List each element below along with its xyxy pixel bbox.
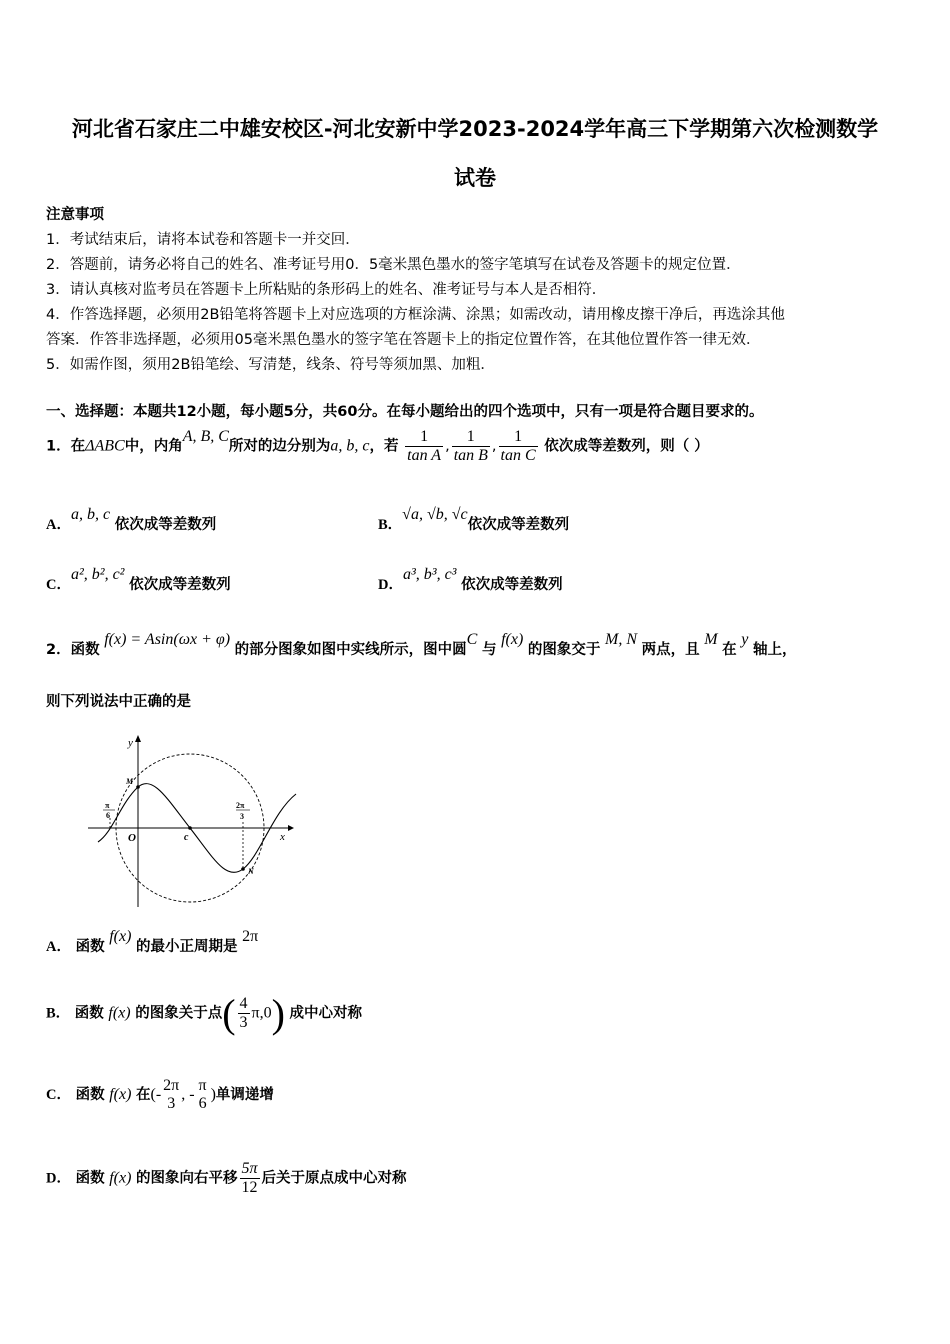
exam-title-line2: 试卷 — [454, 166, 496, 190]
note-item: 4．作答选择题，必须用2B铅笔将答题卡上对应选项的方框涂满、涂黑；如需改动，请用橡皮擦干净后，再选涂其他 — [46, 307, 785, 323]
q2-option-d: D． 函数 f(x) 的图象向右平移 $\frac{5\pi}{12}$ 后关于原点成中心对称 — [46, 1160, 407, 1196]
center-c-label: c — [184, 832, 189, 843]
right-paren: ) — [271, 991, 285, 1036]
notes-heading: 注意事项 — [46, 207, 104, 223]
q1-option-d: D．a³, b³, c³ 依次成等差数列 — [378, 566, 563, 593]
point-m-label: M — [126, 777, 134, 786]
note-item: 答案．作答非选择题，必须用05毫米黑色墨水的签字笔在答题卡上的指定位置作答，在其他位置作答一律无效． — [46, 332, 761, 348]
q2-option-c: C． 函数 f(x) 在(- 2π 3 , - π 6 )单调递增 — [46, 1077, 274, 1112]
question-2: 2．函数 f(x) = Asin(ωx + φ) 的部分图象如图中实线所示，图中圆C 与 f(x) 的图象交于 M, N 两点，且 M 在 y 轴上， — [46, 631, 797, 658]
left-tick-den: 6 — [106, 811, 110, 820]
point-n — [241, 867, 245, 871]
q2-option-a: A． 函数 f(x) 的最小正周期是 2π — [46, 928, 259, 955]
q1-option-b: B．√a, √b, √c依次成等差数列 — [378, 506, 570, 533]
x-axis-label: x — [280, 831, 285, 843]
point-c — [188, 826, 192, 830]
q1-option-c: C．a², b², c² 依次成等差数列 — [46, 566, 231, 593]
q2-option-b: B． 函数 f(x) 的图象关于点( $\frac{4}{3}$ π,0) 成中心对称 — [46, 991, 363, 1036]
note-item: 3．请认真核对监考员在答题卡上所粘贴的条形码上的姓名、准考证号与本人是否相符． — [46, 282, 607, 298]
fraction-1-over-tanA: $\frac{1}{\text{tan A}}$ — [407, 428, 442, 464]
sine-circle-graph — [88, 732, 308, 912]
note-item: 2．答题前，请务必将自己的姓名、准考证号用0．5毫米黑色墨水的签字笔填写在试卷及答题卡的规定位置． — [46, 257, 741, 273]
point-m — [136, 785, 140, 789]
right-tick-num: 2π — [236, 801, 245, 810]
x-axis-arrow — [288, 825, 294, 831]
y-axis-arrow — [135, 735, 141, 742]
left-paren: ( — [222, 991, 236, 1036]
origin-label: O — [128, 832, 136, 844]
note-item: 5．如需作图，须用2B铅笔绘、写清楚，线条、符号等须加黑、加粗． — [46, 357, 495, 373]
fraction-1-over-tanC: $\frac{1}{\text{tan C}}$ — [500, 428, 536, 464]
fraction-1-over-tanB: $\frac{1}{\text{tan B}}$ — [453, 428, 488, 464]
point-n-label: N — [248, 867, 254, 876]
note-item: 1．考试结束后，请将本试卷和答题卡一并交回． — [46, 232, 360, 248]
section-heading: 一、选择题：本题共12小题，每小题5分，共60分。在每小题给出的四个选项中，只有一项是符合题目要求的。 — [46, 404, 764, 420]
question-2-line2: 则下列说法中正确的是 — [46, 694, 191, 710]
right-tick-den: 3 — [240, 812, 244, 821]
left-tick-num: π — [105, 801, 110, 810]
y-axis-label: y — [128, 737, 133, 749]
exam-title-line1: 河北省石家庄二中雄安校区-河北安新中学2023-2024学年高三下学期第六次检测数学 — [71, 117, 879, 141]
question-1: 1．在ΔABC中，内角A, B, C所对的边分别为a, b, c，若 $\frac{1}{\text{tan A}}$ , $\frac{1}{\text{tan B}}$ , $\frac{1}{\text{tan C}}$ 依次成等差数列，则（ ） — [46, 427, 709, 464]
q1-option-a: A．a, b, c 依次成等差数列 — [46, 506, 217, 533]
